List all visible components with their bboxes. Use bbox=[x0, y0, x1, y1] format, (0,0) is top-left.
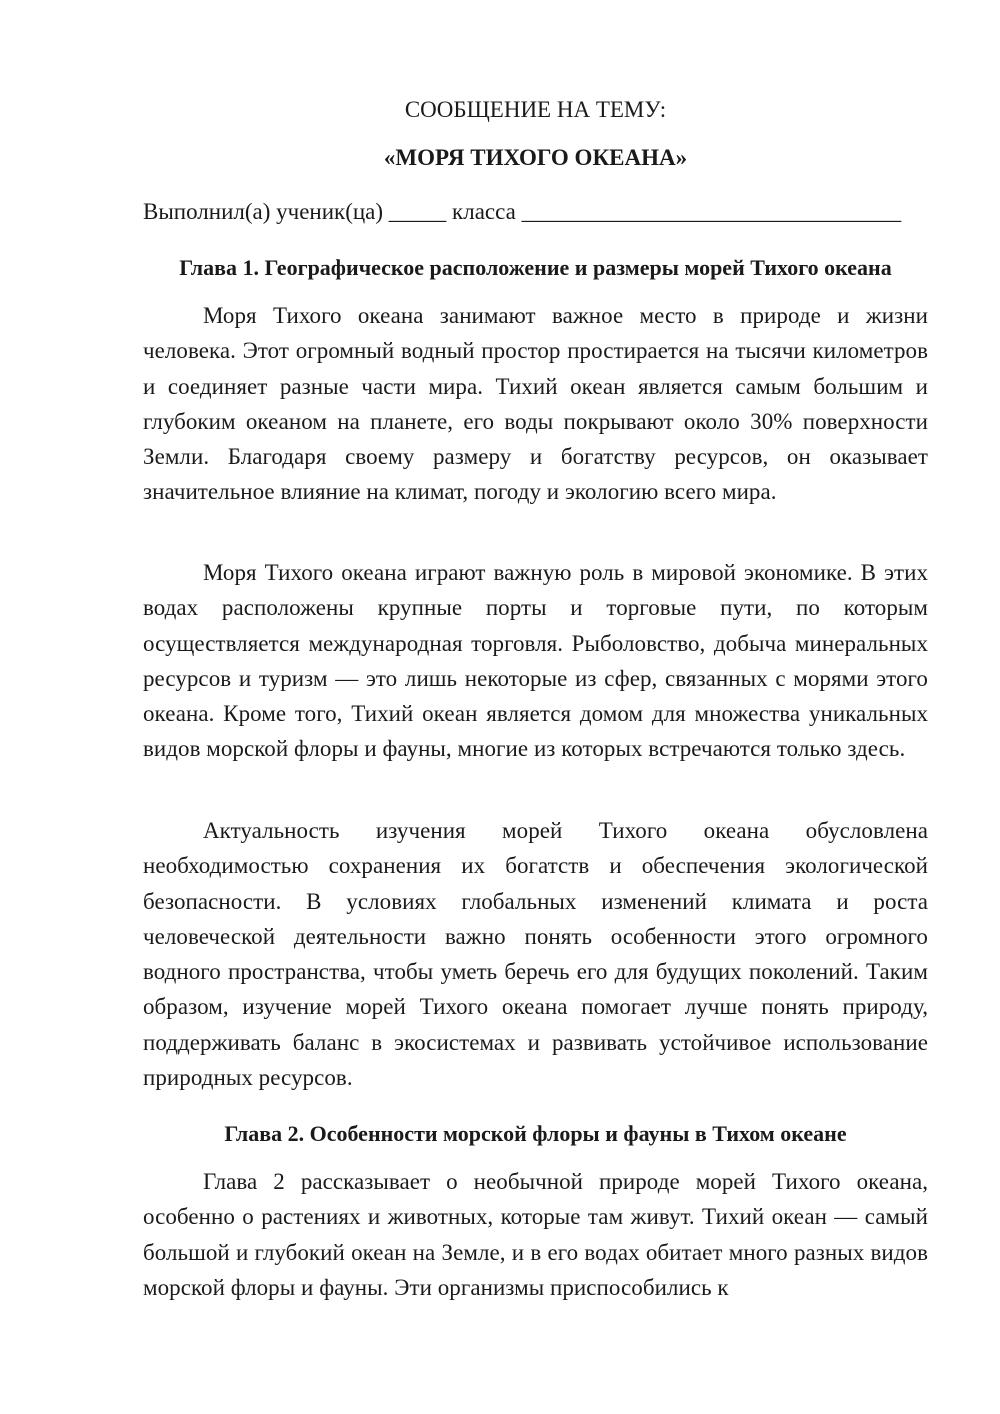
author-line: Выполнил(а) ученик(ца) _____ класса _________________________________ bbox=[143, 199, 902, 224]
chapter1-heading: Глава 1. Географическое расположение и размеры морей Тихого океана bbox=[179, 255, 892, 280]
chapter1-paragraph-2: Моря Тихого океана играют важную роль в мировой экономике. В этих водах расположены крупные порты и торговые пути, по которым осуществляется международная торговля. Рыболовство, добыча минеральных ресурсов и туризм — это лишь некоторые из сфер, связанных с морями этого океана. Кроме того, Тихий океан является домом для множества уникальных видов морской флоры и фауны, многие из которых встречаются только здесь. bbox=[143, 560, 928, 762]
chapter2-paragraph-1: Глава 2 рассказывает о необычной природе морей Тихого океана, особенно о растениях и животных, которые там живут. Тихий океан — самый большой и глубокий океан на Земле, и в его водах обитает много разных видов морской флоры и фауны. Эти организмы приспособились к bbox=[143, 1169, 928, 1300]
document-title-line1: СООБЩЕНИЕ НА ТЕМУ: bbox=[404, 97, 667, 122]
chapter1-paragraph-1: Моря Тихого океана занимают важное место в природе и жизни человека. Этот огромный водный простор простирается на тысячи километров и соединяет разные части мира. Тихий океан является самым большим и глубоким океаном на планете, его воды покрывают около 30% поверхности Земли. Благодаря своему размеру и богатству ресурсов, он оказывает значительное влияние на климат, погоду и экологию всего мира. bbox=[143, 303, 928, 505]
chapter1-paragraph-3: Актуальность изучения морей Тихого океана обусловлена необходимостью сохранения их богатств и обеспечения экологической безопасности. В условиях глобальных изменений климата и роста человеческой деятельности важно понять особенности этого огромного водного пространства, чтобы уметь беречь его для будущих поколений. Таким образом, изучение морей Тихого океана помогает лучше понять природу, поддерживать баланс в экосистемах и развивать устойчивое использование природных ресурсов. bbox=[143, 818, 928, 1091]
chapter2-heading: Глава 2. Особенности морской флоры и фауны в Тихом океане bbox=[224, 1121, 847, 1146]
document-title-line2: «МОРЯ ТИХОГО ОКЕАНА» bbox=[383, 145, 688, 170]
